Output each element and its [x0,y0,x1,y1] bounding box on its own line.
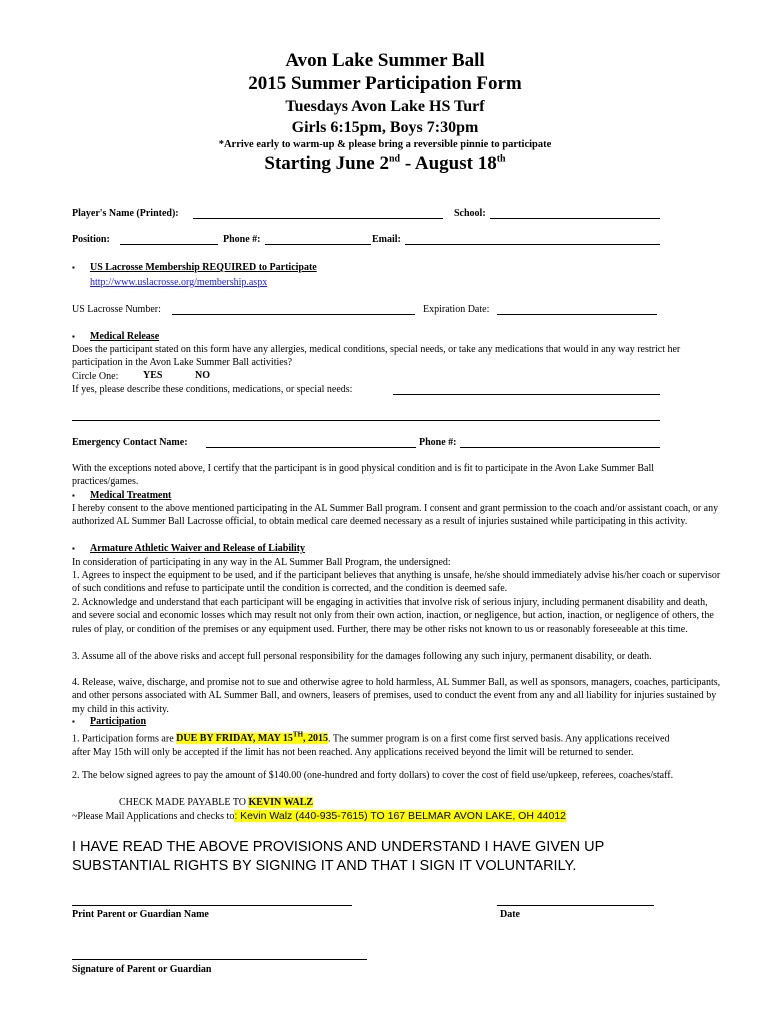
emergency-name-field[interactable] [206,447,416,448]
form-subtitle: 2015 Summer Participation Form [248,73,522,94]
phone-label: Phone #: [223,234,261,245]
form-title: Avon Lake Summer Ball [285,50,485,71]
bullet-icon: ▪ [72,332,75,341]
waiver-heading: ▪ Armature Athletic Waiver and Release of Liability [72,543,305,554]
describe-label: If yes, please describe these conditions, medications, or special needs: [72,384,353,395]
waiver-item-3: 3. Assume all of the above risks and accept full personal responsibility for the damages following any such injury, permanent disability, or death. [72,651,652,662]
acknowledgement-statement: I HAVE READ THE ABOVE PROVISIONS AND UNDERSTAND I HAVE GIVEN UP SUBSTANTIAL RIGHTS BY SIGNING IT AND THAT I SIGN IT VOLUNTARILY. [72,839,605,874]
uslax-number-label: US Lacrosse Number: [72,304,161,315]
phone-field[interactable] [265,244,371,245]
bullet-icon: ▪ [72,544,75,553]
expiration-field[interactable] [497,314,657,315]
check-payable-line: CHECK MADE PAYABLE TO KEVIN WALZ [119,797,314,808]
participation-heading: ▪ Participation [72,716,147,727]
print-name-label: Print Parent or Guardian Name [72,909,209,920]
date-label: Date [500,909,520,920]
medical-release-text: Does the participant stated on this form have any allergies, medical conditions, special needs, or take any medications that would in any way restrict her participation in the Avon Lake Summer Ball activities? [72,344,681,369]
position-label: Position: [72,234,110,245]
uslax-heading: ▪ US Lacrosse Membership REQUIRED to Participate [72,262,317,273]
school-field[interactable] [490,218,660,219]
waiver-intro: In consideration of participating in any way in the AL Summer Ball Program, the undersigned: [72,557,451,568]
mail-address-highlight: : Kevin Walz (440-935-7615) TO 167 BELMAR AVON LAKE, OH 44012 [234,810,567,822]
emergency-name-label: Emergency Contact Name: [72,437,188,448]
arrive-note: *Arrive early to warm-up & please bring a reversible pinnie to participate [218,139,552,150]
waiver-item-4: 4. Release, waive, discharge, and promise not to sue and otherwise agree to hold harmless, AL Summer Ball, as well as sponsors, managers, coaches, participants, and other persons associated with AL Summer Ball, and owners, leasers of premises, used to conduct the event from any and all liability for injuries sustained by my child in this activity. [72,677,721,715]
email-label: Email: [372,234,401,245]
bullet-icon: ▪ [72,263,75,272]
times-line: Girls 6:15pm, Boys 7:30pm [291,119,479,136]
expiration-label: Expiration Date: [423,304,490,315]
waiver-item-1: 1. Agrees to inspect the equipment to be used, and if the participant believes that anything is unsafe, he/she should immediately advise his/her coach or supervisor of such conditions and refuse to participate until the condition is corrected, and the condition is deemed safe. [72,570,721,595]
due-date-highlight: DUE BY FRIDAY, MAY 15TH, 2015 [176,731,329,745]
medical-treatment-heading: ▪ Medical Treatment [72,490,172,501]
uslax-number-field[interactable] [172,314,415,315]
bullet-icon: ▪ [72,491,75,500]
signature-label: Signature of Parent or Guardian [72,964,212,975]
emergency-phone-field[interactable] [460,447,660,448]
player-name-field[interactable] [193,218,443,219]
yes-option[interactable]: YES [143,370,163,381]
position-field[interactable] [120,244,218,245]
email-field[interactable] [405,244,660,245]
payee-highlight: KEVIN WALZ [248,797,314,808]
medical-release-heading: ▪ Medical Release [72,331,160,342]
school-label: School: [454,208,486,219]
date-field[interactable] [497,905,654,906]
circle-one-label: Circle One: [72,371,119,382]
emergency-phone-label: Phone #: [419,437,457,448]
player-name-label: Player's Name (Printed): [72,208,179,219]
season-dates: Starting June 2nd - August 18th [264,153,506,174]
no-option[interactable]: NO [195,370,210,381]
signature-field[interactable] [72,959,367,960]
mail-line: ~Please Mail Applications and checks to: Kevin Walz (440-935-7615) TO 167 BELMAR AVON LAKE, OH 44012 [72,810,567,822]
describe-field-continued[interactable] [72,420,660,421]
medical-treatment-text: I hereby consent to the above mentioned participating in the AL Summer Ball program. I consent and grant permission to the coach and/or assistant coach, or any authorized AL Summer Ball Lacrosse official, to obtain medical care deemed necessary as a result of injuries sustained while participating in this activity. [72,503,719,528]
location-line: Tuesdays Avon Lake HS Turf [285,98,485,115]
participation-item-1: 1. Participation forms are DUE BY FRIDAY, MAY 15TH, 2015. The summer program is on a first come first served basis. Any applications received after May 15th will only be accepted if the limit has not been reached. Any applications received beyond the limit will be returned to sender. [72,731,670,758]
print-name-field[interactable] [72,905,352,906]
describe-field[interactable] [393,394,660,395]
bullet-icon: ▪ [72,717,75,726]
certify-text: With the exceptions noted above, I certify that the participant is in good physical condition and is fit to participate in the Avon Lake Summer Ball practices/games. [72,463,655,488]
waiver-item-2: 2. Acknowledge and understand that each participant will be engaging in activities that involve risk of serious injury, including permanent disability and death, and severe social and economic losses which may result not only from their own action, inaction, or negligence, but action, inaction, or negligence of others, the rules of play, or condition of the premises or any equipment used. Further, there may be other risks not known to us or reasonably foreseeable at this time. [72,597,714,635]
uslax-membership-link[interactable]: http://www.uslacrosse.org/membership.aspx [90,277,268,288]
participation-item-2: 2. The below signed agrees to pay the amount of $140.00 (one-hundred and forty dollars) to cover the cost of field use/upkeep, referees, coaches/staff. [72,770,674,781]
